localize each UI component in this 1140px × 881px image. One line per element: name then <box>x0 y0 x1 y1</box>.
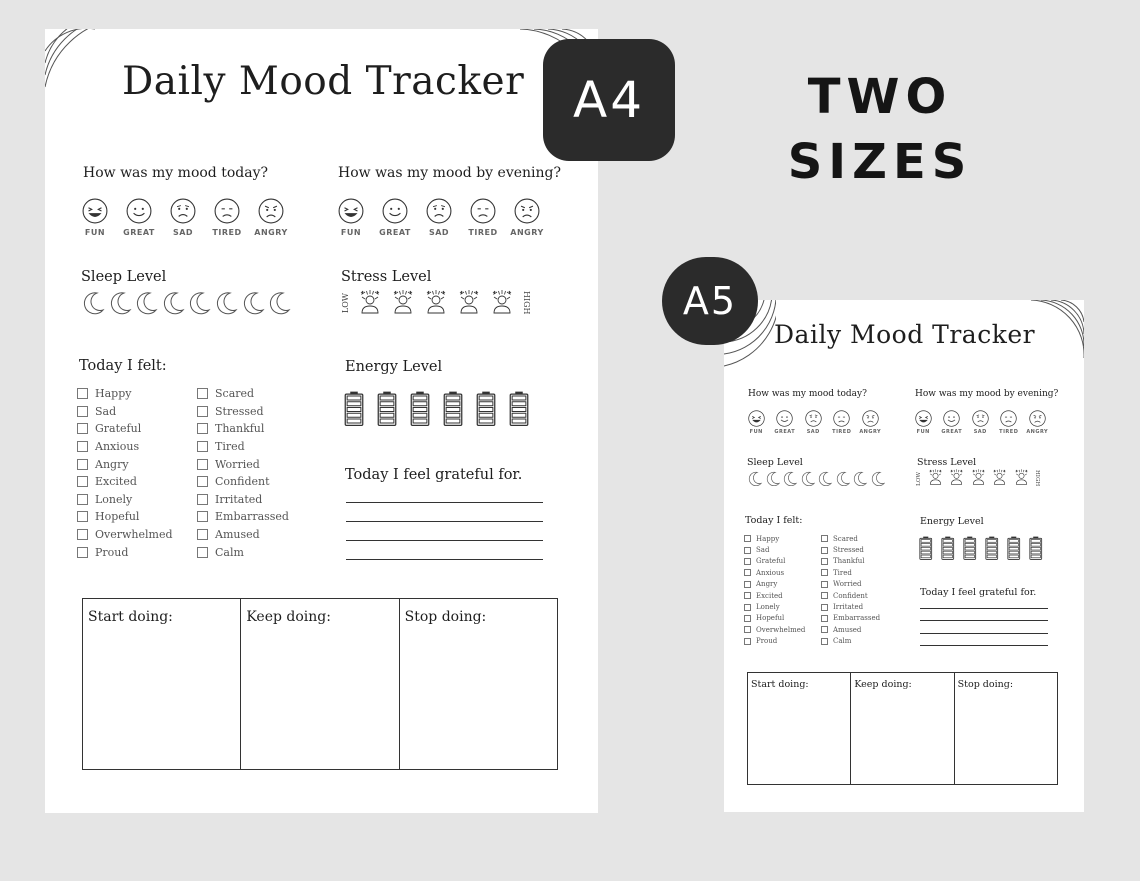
feeling-checkbox[interactable] <box>744 581 751 588</box>
stressed-person-icon[interactable] <box>970 468 987 489</box>
feeling-label: Angry <box>95 457 129 471</box>
feeling-label: Anxious <box>95 440 140 454</box>
feeling-label: Excited <box>95 475 137 489</box>
feeling-hopeful[interactable] <box>77 508 173 526</box>
stressed-person-icon[interactable] <box>1013 468 1030 489</box>
feeling-label: Proud <box>95 545 129 559</box>
grateful-write-line[interactable] <box>346 522 543 541</box>
mood-evening-faces <box>909 410 1052 435</box>
corner-arcs-decoration <box>1029 300 1084 364</box>
battery-icon[interactable] <box>377 383 397 438</box>
size-badge-a5: A5 <box>662 257 758 345</box>
mood-evening-question: How was my mood by evening? <box>338 165 561 181</box>
feeling-checkbox[interactable] <box>197 529 208 540</box>
mood-face-sad[interactable] <box>966 410 995 435</box>
feeling-lonely[interactable] <box>744 601 805 612</box>
doing-table <box>82 598 558 770</box>
mood-label: TIRED <box>832 429 852 435</box>
grateful-lines <box>920 597 1048 646</box>
battery-icon[interactable] <box>443 383 463 438</box>
doing-cell-heading: Start doing: <box>88 609 173 625</box>
feeling-label: Embarrassed <box>833 614 881 623</box>
mood-label: GREAT <box>123 228 155 237</box>
mood-face-great[interactable] <box>373 198 417 237</box>
moon-icon[interactable] <box>241 291 265 319</box>
moon-icon[interactable] <box>187 291 211 319</box>
feeling-worried[interactable] <box>197 455 289 473</box>
mood-face-great[interactable] <box>117 198 161 237</box>
doing-cell-heading: Start doing: <box>751 679 809 690</box>
corner-arcs-decoration <box>45 29 117 101</box>
feeling-checkbox[interactable] <box>197 406 208 417</box>
feeling-label: Happy <box>95 387 132 401</box>
feeling-checkbox[interactable] <box>821 626 828 633</box>
mood-face-fun[interactable] <box>329 198 373 237</box>
feeling-proud[interactable] <box>77 543 173 561</box>
moon-icon[interactable] <box>81 291 105 319</box>
doing-table <box>747 672 1058 785</box>
stress-level-row <box>341 288 531 318</box>
feeling-checkbox[interactable] <box>197 441 208 452</box>
energy-battery-row <box>919 531 1051 569</box>
mood-face-fun[interactable] <box>909 410 938 435</box>
feeling-anxious[interactable] <box>77 438 173 456</box>
mood-face-sad[interactable] <box>417 198 461 237</box>
feeling-checkbox[interactable] <box>77 388 88 399</box>
mood-tired-icon <box>470 198 496 224</box>
feeling-thankful[interactable] <box>821 556 880 567</box>
feeling-checkbox[interactable] <box>744 592 751 599</box>
feeling-checkbox[interactable] <box>821 615 828 622</box>
feeling-checkbox[interactable] <box>197 459 208 470</box>
feeling-sad[interactable] <box>77 403 173 421</box>
feeling-excited[interactable] <box>744 590 805 601</box>
stressed-person-icon[interactable] <box>927 468 944 489</box>
mood-today-question: How was my mood today? <box>83 165 268 181</box>
mood-face-sad[interactable] <box>161 198 205 237</box>
feeling-checkbox[interactable] <box>197 511 208 522</box>
mood-face-angry[interactable] <box>1023 410 1052 435</box>
feeling-checkbox[interactable] <box>744 604 751 611</box>
mood-label: GREAT <box>774 429 796 435</box>
feeling-label: Thankful <box>215 422 265 436</box>
stress-low-label: LOW <box>916 471 922 486</box>
mood-tired-icon <box>1000 410 1017 427</box>
feeling-checkbox[interactable] <box>744 615 751 622</box>
mood-label: TIRED <box>468 228 498 237</box>
mood-label: GREAT <box>379 228 411 237</box>
grateful-write-line[interactable] <box>920 609 1048 621</box>
feeling-overwhelmed[interactable] <box>77 526 173 544</box>
mood-label: ANGRY <box>859 429 882 435</box>
feeling-checkbox[interactable] <box>744 558 751 565</box>
feeling-amused[interactable] <box>821 624 880 635</box>
feeling-label: Stressed <box>215 404 264 418</box>
grateful-write-line[interactable] <box>346 503 543 522</box>
feeling-stressed[interactable] <box>821 544 880 555</box>
battery-icon[interactable] <box>476 383 496 438</box>
moon-icon[interactable] <box>161 291 185 319</box>
mood-sad-icon <box>170 198 196 224</box>
feeling-label: Lonely <box>756 603 780 612</box>
feeling-scared[interactable] <box>821 533 880 544</box>
feeling-overwhelmed[interactable] <box>744 624 805 635</box>
stressed-person-icon[interactable] <box>948 468 965 489</box>
mood-label: ANGRY <box>254 228 288 237</box>
mood-label: FUN <box>749 429 763 435</box>
feeling-checkbox[interactable] <box>744 638 751 645</box>
feeling-label: Thankful <box>833 557 865 566</box>
feelings-column-2 <box>197 385 289 561</box>
feeling-checkbox[interactable] <box>197 423 208 434</box>
feeling-scared[interactable] <box>197 385 289 403</box>
feeling-amused[interactable] <box>197 526 289 544</box>
doing-cell-start[interactable] <box>83 599 241 769</box>
feeling-irritated[interactable] <box>821 601 880 612</box>
moon-icon[interactable] <box>800 471 816 491</box>
feeling-label: Scared <box>833 534 858 543</box>
feeling-label: Excited <box>756 591 783 600</box>
feeling-label: Calm <box>833 637 852 646</box>
mood-face-sad[interactable] <box>799 410 828 435</box>
feeling-embarrassed[interactable] <box>821 613 880 624</box>
grateful-write-line[interactable] <box>346 541 543 560</box>
grateful-write-line[interactable] <box>920 621 1048 633</box>
stress-level-row <box>916 468 1040 489</box>
headline-line-2: SIZES <box>787 134 973 190</box>
feeling-label: Hopeful <box>756 614 785 623</box>
mood-fun-icon <box>748 410 765 427</box>
feeling-checkbox[interactable] <box>197 476 208 487</box>
feeling-label: Lonely <box>95 492 133 506</box>
feeling-grateful[interactable] <box>77 420 173 438</box>
feeling-label: Tired <box>215 440 245 454</box>
mood-face-tired[interactable] <box>995 410 1024 435</box>
feeling-irritated[interactable] <box>197 491 289 509</box>
feeling-label: Confident <box>833 591 868 600</box>
mood-label: FUN <box>916 429 930 435</box>
feeling-grateful[interactable] <box>744 556 805 567</box>
feeling-checkbox[interactable] <box>821 604 828 611</box>
mood-angry-icon <box>514 198 540 224</box>
mood-label: SAD <box>172 228 194 237</box>
battery-icon[interactable] <box>1029 531 1043 569</box>
battery-icon[interactable] <box>410 383 430 438</box>
feeling-label: Overwhelmed <box>756 625 806 634</box>
battery-icon[interactable] <box>985 531 999 569</box>
mood-face-angry[interactable] <box>249 198 293 237</box>
mood-face-great[interactable] <box>771 410 800 435</box>
stressed-person-icon[interactable] <box>423 288 449 318</box>
energy-level-label: Energy Level <box>345 359 443 375</box>
grateful-lines <box>346 484 543 560</box>
feeling-checkbox[interactable] <box>197 388 208 399</box>
feeling-checkbox[interactable] <box>744 626 751 633</box>
feeling-checkbox[interactable] <box>77 529 88 540</box>
moon-icon[interactable] <box>267 291 291 319</box>
moon-icon[interactable] <box>852 471 868 491</box>
feelings-column-2 <box>821 533 880 647</box>
feeling-lonely[interactable] <box>77 491 173 509</box>
mood-label: SAD <box>973 429 987 435</box>
sleep-moon-row <box>747 471 887 491</box>
feeling-hopeful[interactable] <box>744 613 805 624</box>
feeling-label: Embarrassed <box>215 510 289 524</box>
feeling-checkbox[interactable] <box>821 535 828 542</box>
feeling-label: Anxious <box>756 568 785 577</box>
grateful-write-line[interactable] <box>920 597 1048 609</box>
headline-line-1: TWO <box>807 69 953 125</box>
feeling-label: Irritated <box>833 603 864 612</box>
feeling-label: Sad <box>756 546 770 555</box>
mood-sad-icon <box>805 410 822 427</box>
battery-icon[interactable] <box>344 383 364 438</box>
mood-fun-icon <box>915 410 932 427</box>
feeling-confident[interactable] <box>821 590 880 601</box>
mood-evening-faces <box>329 198 549 237</box>
feeling-happy[interactable] <box>744 533 805 544</box>
mood-angry-icon <box>862 410 879 427</box>
mood-face-tired[interactable] <box>461 198 505 237</box>
feeling-label: Grateful <box>756 557 786 566</box>
mood-today-faces <box>742 410 885 435</box>
battery-icon[interactable] <box>1007 531 1021 569</box>
feeling-label: Overwhelmed <box>95 528 173 542</box>
mood-label: ANGRY <box>510 228 544 237</box>
size-badge-a4: A4 <box>543 39 675 161</box>
feeling-label: Amused <box>215 528 260 542</box>
feeling-label: Proud <box>756 637 778 646</box>
feeling-anxious[interactable] <box>744 567 805 578</box>
doing-cell-keep[interactable] <box>851 673 954 784</box>
feeling-checkbox[interactable] <box>77 511 88 522</box>
stressed-person-icon[interactable] <box>456 288 482 318</box>
feeling-stressed[interactable] <box>197 403 289 421</box>
today-felt-label: Today I felt: <box>79 358 167 374</box>
feeling-checkbox[interactable] <box>821 581 828 588</box>
moon-icon[interactable] <box>817 471 833 491</box>
feeling-thankful[interactable] <box>197 420 289 438</box>
feeling-label: Hopeful <box>95 510 140 524</box>
feeling-checkbox[interactable] <box>744 547 751 554</box>
moon-icon[interactable] <box>835 471 851 491</box>
feeling-label: Scared <box>215 387 255 401</box>
feeling-checkbox[interactable] <box>77 423 88 434</box>
stressed-person-icon[interactable] <box>991 468 1008 489</box>
feeling-label: Calm <box>215 545 244 559</box>
tracker-title: Daily Mood Tracker <box>122 59 525 104</box>
feeling-label: Angry <box>756 580 778 589</box>
moon-icon[interactable] <box>747 471 763 491</box>
feeling-checkbox[interactable] <box>77 459 88 470</box>
grateful-label: Today I feel grateful for. <box>345 467 523 483</box>
moon-icon[interactable] <box>108 291 132 319</box>
grateful-write-line[interactable] <box>920 634 1048 646</box>
feeling-checkbox[interactable] <box>197 494 208 505</box>
moon-icon[interactable] <box>134 291 158 319</box>
energy-battery-row <box>344 383 542 438</box>
feeling-checkbox[interactable] <box>197 547 208 558</box>
stress-level-label: Stress Level <box>917 457 977 468</box>
doing-cell-heading: Stop doing: <box>957 679 1014 690</box>
stress-level-label: Stress Level <box>341 269 432 285</box>
feeling-label: Amused <box>833 625 862 634</box>
battery-icon[interactable] <box>941 531 955 569</box>
doing-cell-stop[interactable] <box>400 599 557 769</box>
stress-high-label: HIGH <box>1034 470 1040 487</box>
mood-label: GREAT <box>941 429 963 435</box>
mood-face-fun[interactable] <box>73 198 117 237</box>
mood-great-icon <box>776 410 793 427</box>
mood-tired-icon <box>214 198 240 224</box>
tracker-sheet-a4 <box>45 29 598 813</box>
moon-icon[interactable] <box>765 471 781 491</box>
feeling-label: Sad <box>95 404 117 418</box>
mood-face-fun[interactable] <box>742 410 771 435</box>
mood-fun-icon <box>338 198 364 224</box>
stressed-person-icon[interactable] <box>390 288 416 318</box>
mood-label: FUN <box>84 228 106 237</box>
doing-cell-keep[interactable] <box>241 599 399 769</box>
feeling-label: Irritated <box>215 492 263 506</box>
feelings-column-1 <box>77 385 173 561</box>
stressed-person-icon[interactable] <box>489 288 515 318</box>
feeling-label: Stressed <box>833 546 864 555</box>
feeling-confident[interactable] <box>197 473 289 491</box>
feeling-checkbox[interactable] <box>77 547 88 558</box>
doing-cell-heading: Keep doing: <box>246 609 331 625</box>
battery-icon[interactable] <box>919 531 933 569</box>
feeling-excited[interactable] <box>77 473 173 491</box>
feeling-checkbox[interactable] <box>821 638 828 645</box>
feeling-proud[interactable] <box>744 636 805 647</box>
doing-cell-heading: Keep doing: <box>854 679 912 690</box>
feeling-embarrassed[interactable] <box>197 508 289 526</box>
energy-level-label: Energy Level <box>920 516 984 527</box>
moon-icon[interactable] <box>214 291 238 319</box>
mood-tired-icon <box>833 410 850 427</box>
mood-face-angry[interactable] <box>856 410 885 435</box>
feeling-calm[interactable] <box>197 543 289 561</box>
doing-cell-start[interactable] <box>748 673 851 784</box>
mood-face-angry[interactable] <box>505 198 549 237</box>
mood-label: TIRED <box>212 228 242 237</box>
mood-today-faces <box>73 198 293 237</box>
feeling-label: Happy <box>756 534 780 543</box>
mood-evening-question: How was my mood by evening? <box>915 389 1059 399</box>
doing-cell-stop[interactable] <box>955 673 1057 784</box>
feeling-checkbox[interactable] <box>77 406 88 417</box>
mood-angry-icon <box>258 198 284 224</box>
mood-sad-icon <box>426 198 452 224</box>
feeling-angry[interactable] <box>744 579 805 590</box>
feeling-checkbox[interactable] <box>77 476 88 487</box>
mood-label: SAD <box>428 228 450 237</box>
feeling-label: Worried <box>833 580 862 589</box>
mood-fun-icon <box>82 198 108 224</box>
feeling-happy[interactable] <box>77 385 173 403</box>
feeling-label: Confident <box>215 475 270 489</box>
feeling-label: Worried <box>215 457 260 471</box>
doing-cell-heading: Stop doing: <box>404 609 487 625</box>
feelings-column-1 <box>744 533 805 647</box>
feeling-worried[interactable] <box>821 579 880 590</box>
feeling-checkbox[interactable] <box>821 547 828 554</box>
feeling-checkbox[interactable] <box>744 569 751 576</box>
moon-icon[interactable] <box>782 471 798 491</box>
battery-icon[interactable] <box>509 383 529 438</box>
mood-face-great[interactable] <box>938 410 967 435</box>
feeling-sad[interactable] <box>744 544 805 555</box>
battery-icon[interactable] <box>963 531 977 569</box>
sleep-level-label: Sleep Level <box>747 457 803 468</box>
feeling-label: Grateful <box>95 422 142 436</box>
feeling-checkbox[interactable] <box>821 558 828 565</box>
mood-label: TIRED <box>999 429 1019 435</box>
stress-high-label: HIGH <box>522 291 531 315</box>
mood-label: ANGRY <box>1026 429 1049 435</box>
feeling-tired[interactable] <box>821 567 880 578</box>
moon-icon[interactable] <box>870 471 886 491</box>
grateful-write-line[interactable] <box>346 484 543 503</box>
sleep-moon-row <box>81 291 294 319</box>
mood-face-tired[interactable] <box>205 198 249 237</box>
grateful-label: Today I feel grateful for. <box>920 587 1037 598</box>
mood-label: FUN <box>340 228 362 237</box>
mood-great-icon <box>382 198 408 224</box>
mood-great-icon <box>126 198 152 224</box>
feeling-angry[interactable] <box>77 455 173 473</box>
stressed-person-icon[interactable] <box>357 288 383 318</box>
mood-great-icon <box>943 410 960 427</box>
mood-label: SAD <box>806 429 820 435</box>
stress-low-label: LOW <box>341 292 350 314</box>
feeling-checkbox[interactable] <box>77 441 88 452</box>
feeling-checkbox[interactable] <box>77 494 88 505</box>
mood-angry-icon <box>1029 410 1046 427</box>
feeling-calm[interactable] <box>821 636 880 647</box>
today-felt-label: Today I felt: <box>745 515 803 526</box>
tracker-title: Daily Mood Tracker <box>774 320 1036 349</box>
tracker-sheet-a5 <box>724 300 1084 812</box>
feeling-checkbox[interactable] <box>744 535 751 542</box>
feeling-label: Tired <box>833 568 852 577</box>
feeling-checkbox[interactable] <box>821 569 828 576</box>
mood-sad-icon <box>972 410 989 427</box>
mood-face-tired[interactable] <box>828 410 857 435</box>
feeling-tired[interactable] <box>197 438 289 456</box>
feeling-checkbox[interactable] <box>821 592 828 599</box>
sleep-level-label: Sleep Level <box>81 269 167 285</box>
mood-today-question: How was my mood today? <box>748 389 867 399</box>
